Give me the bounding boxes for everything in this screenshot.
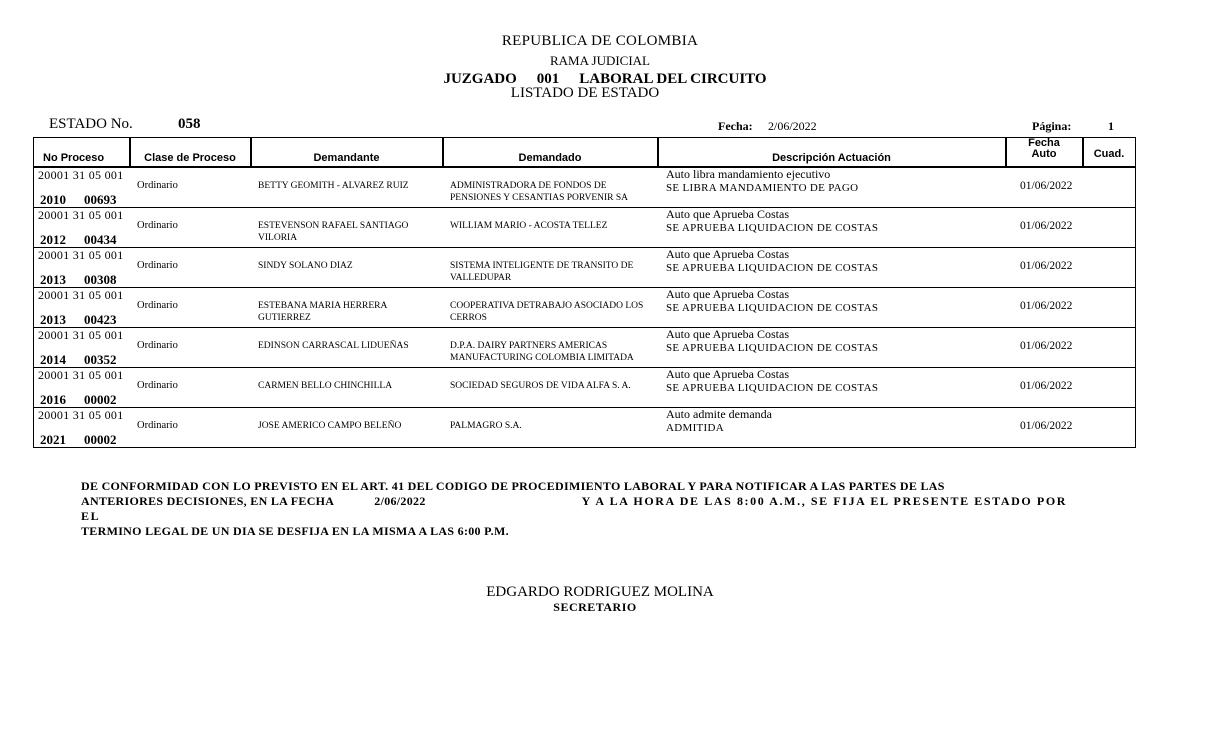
notice-line-2: ANTERIORES DECISIONES, EN LA FECHA 2/06/2022 Y A LA HORA DE LAS 8:00 A.M., SE FIJA EL PRESENTE ESTADO POR EL	[81, 494, 1068, 523]
proceso-number: 00308	[84, 272, 117, 287]
actuacion-detail: SE APRUEBA LIQUIDACION DE COSTAS	[666, 302, 879, 314]
notice-line-1: DE CONFORMIDAD CON LO PREVISTO EN EL ART. 41 DEL CODIGO DE PROCEDIMIENTO LABORAL Y PARA NOTIFICAR A LAS PARTES DE LAS	[81, 479, 945, 493]
proceso-year-number	[40, 234, 117, 246]
actuacion-detail: SE APRUEBA LIQUIDACION DE COSTAS	[666, 222, 879, 234]
demandante: SINDY SOLANO DIAZ	[258, 261, 353, 271]
proceso-number: 00002	[84, 392, 117, 407]
clase-proceso: Ordinario	[137, 300, 178, 311]
demandado: SOCIEDAD SEGUROS DE VIDA ALFA S. A.	[450, 381, 631, 391]
court-prefix: JUZGADO	[443, 71, 517, 87]
proceso-code: 20001 31 05 001	[38, 408, 124, 422]
table-header	[34, 138, 1135, 168]
court-name: LABORAL DEL CIRCUITO	[579, 71, 767, 87]
proceso-year: 2013	[40, 312, 66, 327]
demandante: ESTEBANA MARIA HERRERA GUTIERREZ	[258, 301, 387, 323]
col-descripcion: Descripción Actuación	[658, 138, 1006, 166]
notice-text	[81, 479, 1081, 539]
proceso-year-number	[40, 394, 117, 406]
demandante: CARMEN BELLO CHINCHILLA	[258, 381, 393, 391]
actuacion-title: Auto que Aprueba Costas	[666, 247, 789, 261]
court-number: 001	[536, 71, 560, 87]
fecha-auto: 01/06/2022	[1020, 380, 1073, 392]
fecha-auto: 01/06/2022	[1020, 300, 1073, 312]
actuacion-detail: ADMITIDA	[666, 422, 725, 434]
column-divider	[251, 138, 252, 166]
proceso-code: 20001 31 05 001	[38, 248, 124, 262]
header-listing: LISTADO DE ESTADO	[510, 85, 660, 101]
col-demandante: Demandante	[251, 138, 443, 166]
clase-proceso: Ordinario	[137, 180, 178, 191]
clase-proceso: Ordinario	[137, 220, 178, 231]
proceso-code: 20001 31 05 001	[38, 208, 124, 222]
proceso-number: 00352	[84, 352, 117, 367]
table-row	[34, 248, 1135, 288]
table-row	[34, 328, 1135, 368]
table-row	[34, 408, 1135, 448]
actuacion-detail: SE APRUEBA LIQUIDACION DE COSTAS	[666, 382, 879, 394]
col-fecha-auto: Fecha Auto	[1006, 138, 1083, 166]
header-republic: REPUBLICA DE COLOMBIA	[501, 33, 699, 49]
clase-proceso: Ordinario	[137, 380, 178, 391]
fecha-auto: 01/06/2022	[1020, 340, 1073, 352]
fecha-value: 2/06/2022	[768, 119, 817, 133]
proceso-number: 00434	[84, 232, 117, 247]
proceso-code: 20001 31 05 001	[38, 368, 124, 382]
actuacion-title: Auto libra mandamiento ejecutivo	[666, 167, 831, 181]
col-no-proceso: No Proceso	[34, 138, 130, 166]
demandado: SISTEMA INTELIGENTE DE TRANSITO DE VALLEDUPAR	[450, 261, 634, 283]
proceso-code: 20001 31 05 001	[38, 328, 124, 342]
estado-label: ESTADO No.	[49, 116, 133, 132]
column-divider	[130, 138, 131, 166]
column-divider	[1006, 138, 1007, 166]
column-divider	[1083, 138, 1084, 166]
signer-role: SECRETARIO	[553, 600, 637, 614]
col-clase: Clase de Proceso	[130, 138, 251, 166]
actuacion-title: Auto que Aprueba Costas	[666, 287, 789, 301]
pagina-value: 1	[1108, 119, 1114, 133]
signer-name: EDGARDO RODRIGUEZ MOLINA	[486, 584, 714, 600]
proceso-year: 2013	[40, 272, 66, 287]
demandante: JOSE AMERICO CAMPO BELEÑO	[258, 421, 402, 431]
proceso-year: 2010	[40, 192, 66, 207]
actuacion-detail: SE APRUEBA LIQUIDACION DE COSTAS	[666, 262, 879, 274]
proceso-code: 20001 31 05 001	[38, 168, 124, 182]
table-row	[34, 208, 1135, 248]
col-cuad: Cuad.	[1093, 148, 1125, 160]
actuacion-detail: SE APRUEBA LIQUIDACION DE COSTAS	[666, 342, 879, 354]
table-row	[34, 168, 1135, 208]
clase-proceso: Ordinario	[137, 340, 178, 351]
actuacion-detail: SE LIBRA MANDAMIENTO DE PAGO	[666, 182, 859, 194]
proceso-year: 2016	[40, 392, 66, 407]
actuacion-title: Auto que Aprueba Costas	[666, 327, 789, 341]
actuacion-title: Auto admite demanda	[666, 407, 772, 421]
header-branch: RAMA JUDICIAL	[549, 53, 651, 68]
proceso-year: 2014	[40, 352, 66, 367]
clase-proceso: Ordinario	[137, 260, 178, 271]
proceso-number: 00693	[84, 192, 117, 207]
notice-date: 2/06/2022	[374, 494, 426, 508]
actuacion-title: Auto que Aprueba Costas	[666, 367, 789, 381]
col-demandado: Demandado	[443, 138, 658, 166]
demandado: ADMINISTRADORA DE FONDOS DE PENSIONES Y CESANTIAS PORVENIR SA	[450, 181, 628, 203]
demandante: EDINSON CARRASCAL LIDUEÑAS	[258, 341, 409, 351]
demandante: BETTY GEOMITH - ALVAREZ RUIZ	[258, 181, 409, 191]
proceso-year-number	[40, 434, 117, 446]
demandante: ESTEVENSON RAFAEL SANTIAGO VILORIA	[258, 221, 409, 243]
actuacion-title: Auto que Aprueba Costas	[666, 207, 789, 221]
demandado: D.P.A. DAIRY PARTNERS AMERICAS MANUFACTURING COLOMBIA LIMITADA	[450, 341, 634, 363]
clase-proceso: Ordinario	[137, 420, 178, 431]
estado-table	[33, 137, 1136, 448]
pagina-label: Página:	[1032, 119, 1072, 133]
proceso-year: 2021	[40, 432, 66, 447]
demandado: COOPERATIVA DETRABAJO ASOCIADO LOS CERROS	[450, 301, 644, 323]
table-row	[34, 288, 1135, 328]
estado-number: 058	[178, 116, 201, 132]
column-divider	[658, 138, 659, 166]
demandado: WILLIAM MARIO - ACOSTA TELLEZ	[450, 221, 608, 231]
fecha-auto: 01/06/2022	[1020, 260, 1073, 272]
fecha-auto: 01/06/2022	[1020, 180, 1073, 192]
column-divider	[443, 138, 444, 166]
proceso-year: 2012	[40, 232, 66, 247]
proceso-number: 00423	[84, 312, 117, 327]
proceso-year-number	[40, 314, 117, 326]
notice-line-3: TERMINO LEGAL DE UN DIA SE DESFIJA EN LA MISMA A LAS 6:00 P.M.	[81, 524, 509, 538]
proceso-year-number	[40, 354, 117, 366]
proceso-number: 00002	[84, 432, 117, 447]
proceso-year-number	[40, 274, 117, 286]
fecha-auto: 01/06/2022	[1020, 220, 1073, 232]
fecha-label: Fecha:	[718, 119, 753, 133]
table-row	[34, 368, 1135, 408]
proceso-year-number	[40, 194, 117, 206]
fecha-auto: 01/06/2022	[1020, 420, 1073, 432]
demandado: PALMAGRO S.A.	[450, 421, 522, 431]
proceso-code: 20001 31 05 001	[38, 288, 124, 302]
